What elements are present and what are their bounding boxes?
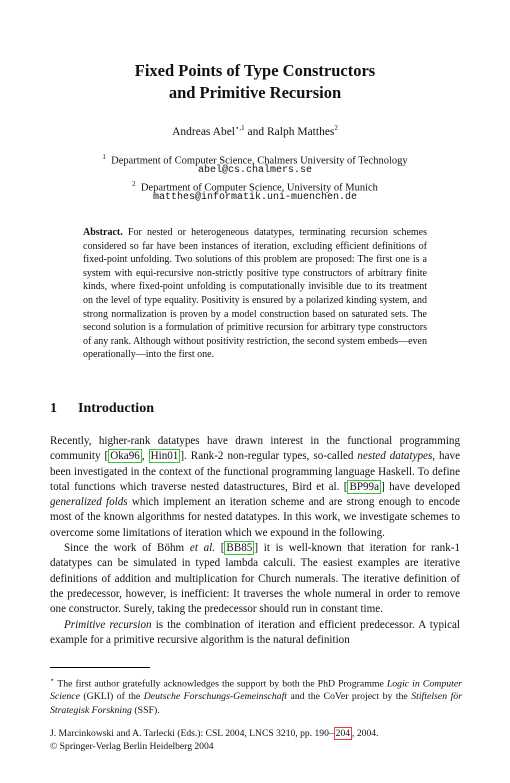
p1-generalized-folds: generalized folds xyxy=(50,496,128,509)
footnote-ssf: Stiftelsen för Strategisk Forskning xyxy=(50,691,463,716)
citation-bp99a[interactable]: BP99a xyxy=(349,480,380,493)
citation-line-a: J. Marcinkowski and A. Tarlecki (Eds.): CSL 2004, LNCS 3210, pp. 190– xyxy=(50,728,334,739)
page-range-link[interactable]: 204 xyxy=(335,728,351,739)
p3-primitive-recursion: Primitive recursion xyxy=(64,618,152,631)
citation-oka96[interactable]: Oka96 xyxy=(110,450,140,463)
footnote-rule xyxy=(50,667,150,668)
p3-text-b: is the combination of iteration and efficient predecessor. A typical example for a primitive recursive algorithm is the natural definition xyxy=(50,618,461,646)
affiliation-1-mark: 1 xyxy=(102,153,106,161)
abstract-label: Abstract. xyxy=(83,227,123,238)
p1-text-e: which implement an iteration scheme and are strong enough to encode most of the known algorithms for nested datatypes. In this work, we investigate schemes to overcome some limitations of iteration which we expound in the following. xyxy=(50,496,460,539)
p2-text-a: Since the work of Böhm xyxy=(64,542,190,555)
footnote-lics: Logic in Computer Science xyxy=(50,678,462,703)
affiliation-2-dept: Department of Computer Science, University of Munich xyxy=(140,182,378,194)
footnote-text-b: (GKLI) of the xyxy=(79,691,144,703)
abstract xyxy=(83,226,427,362)
authors-and: and xyxy=(247,125,265,138)
section-title: Introduction xyxy=(78,401,154,416)
footnote-text-a: The first author gratefully acknowledges the support by both the PhD Programme xyxy=(57,678,387,690)
affiliation-1-email: abel@cs.chalmers.se xyxy=(197,165,313,176)
section-number: 1 xyxy=(50,401,57,416)
p1-nested-datatypes: nested datatypes xyxy=(357,450,433,463)
footnote-dfg: Deutsche Forschungs-Gemeinschaft xyxy=(143,691,288,703)
p1-text-b: . Rank-2 non-regular types, so-called xyxy=(184,450,358,463)
author-2-mark: 2 xyxy=(334,124,338,132)
copyright-line: © Springer-Verlag Berlin Heidelberg 2004 xyxy=(50,740,214,752)
p1-text-c: , have been investigated in the context of the functional programming language Haskell. To define total functions which traverse nested datastructures, Bird et al. xyxy=(50,450,460,493)
footnote-mark: ⋆ xyxy=(50,676,55,684)
citation-line-b: , 2004. xyxy=(352,728,379,739)
p1-text-d: have developed xyxy=(384,480,460,493)
publication-info xyxy=(50,728,470,753)
affiliation-2-email: matthes@informatik.uni-muenchen.de xyxy=(152,192,358,203)
author-line xyxy=(0,124,510,138)
p2-et-al: et al. xyxy=(189,542,216,555)
footnote-text-d: (SSF). xyxy=(131,704,160,716)
paper-title-line-1: Fixed Points of Type Constructors xyxy=(134,61,376,80)
author-1-marks: ⋆,1 xyxy=(235,124,245,132)
section-heading xyxy=(50,401,154,417)
p1-text-a: Recently, higher-rank datatypes have drawn interest in the functional programming community xyxy=(50,435,460,463)
paper-title-line-2: and Primitive Recursion xyxy=(168,83,342,102)
affiliation-2-mark: 2 xyxy=(132,180,136,188)
citation-hin01[interactable]: Hin01 xyxy=(150,450,179,463)
author-2: Ralph Matthes xyxy=(267,125,335,138)
author-1: Andreas Abel xyxy=(172,125,235,138)
paragraph-2: Since the work of Böhm et al. [ BB85 ] it is well-known that iteration for rank-1 datatypes can be simulated in typed lambda calculi. The easiest examples are iterative definitions of addition and multiplication for Church numerals. The iterative definition of the predecessor, however, is inefficient: It traverses the whole numeral in order to remove one constructor. Surely, taking the predecessor should run in constant time. xyxy=(50,542,461,616)
citation-bb85[interactable]: BB85 xyxy=(226,542,253,555)
footnote xyxy=(50,674,462,717)
abstract-text: For nested or heterogeneous datatypes, terminating recursion schemes considered so far have been instances of iteration, excluding efficient definitions of fixed-point unfolding. Two solutions of this problem are proposed: The first one is a system with equi-recursive non-strictly positive type constructors of arbitrary finite kinds, where fixed-point unfolding is computationally invisible due to its treatment on the level of type equality. Positivity is ensured by a polarized kinding system, and strong normalization is proven by a model construction based on saturated sets. The second solution is a formulation of primitive recursion for arbitrary type constructors of any rank. Although without positivity restriction, the second system embeds—even operationally—into the first one. xyxy=(83,227,428,361)
paragraph-1: Recently, higher-rank datatypes have drawn interest in the functional programming community [ Oka96 , Hin01 ]. Rank-2 non-regular types, so-called nested datatypes, have been investigated in the context of the functional programming language Haskell. To define total functions which traverse nested datastructures, Bird et al. [ BP99a ] have developed generalized folds which implement an iteration scheme and are strong enough to encode most of the known algorithms for nested datatypes. In this work, we investigate schemes to overcome some limitations of iteration which we expound in the following. xyxy=(50,435,460,539)
p2-text-b: it is well-known that iteration for rank-1 datatypes can be simulated in typed lambda calculi. The easiest examples are iterative definitions of addition and multiplication for Church numerals. The iterative definition of the predecessor, however, is inefficient: It traverses the whole numeral in order to remove one constructor. Surely, taking the predecessor should run in constant time. xyxy=(50,542,461,616)
affiliation-1-dept: Department of Computer Science, Chalmers University of Technology xyxy=(111,155,408,167)
body-text xyxy=(50,434,460,648)
paragraph-3 xyxy=(50,618,460,649)
footnote-text-c: and the CoVer project by the xyxy=(287,691,412,703)
